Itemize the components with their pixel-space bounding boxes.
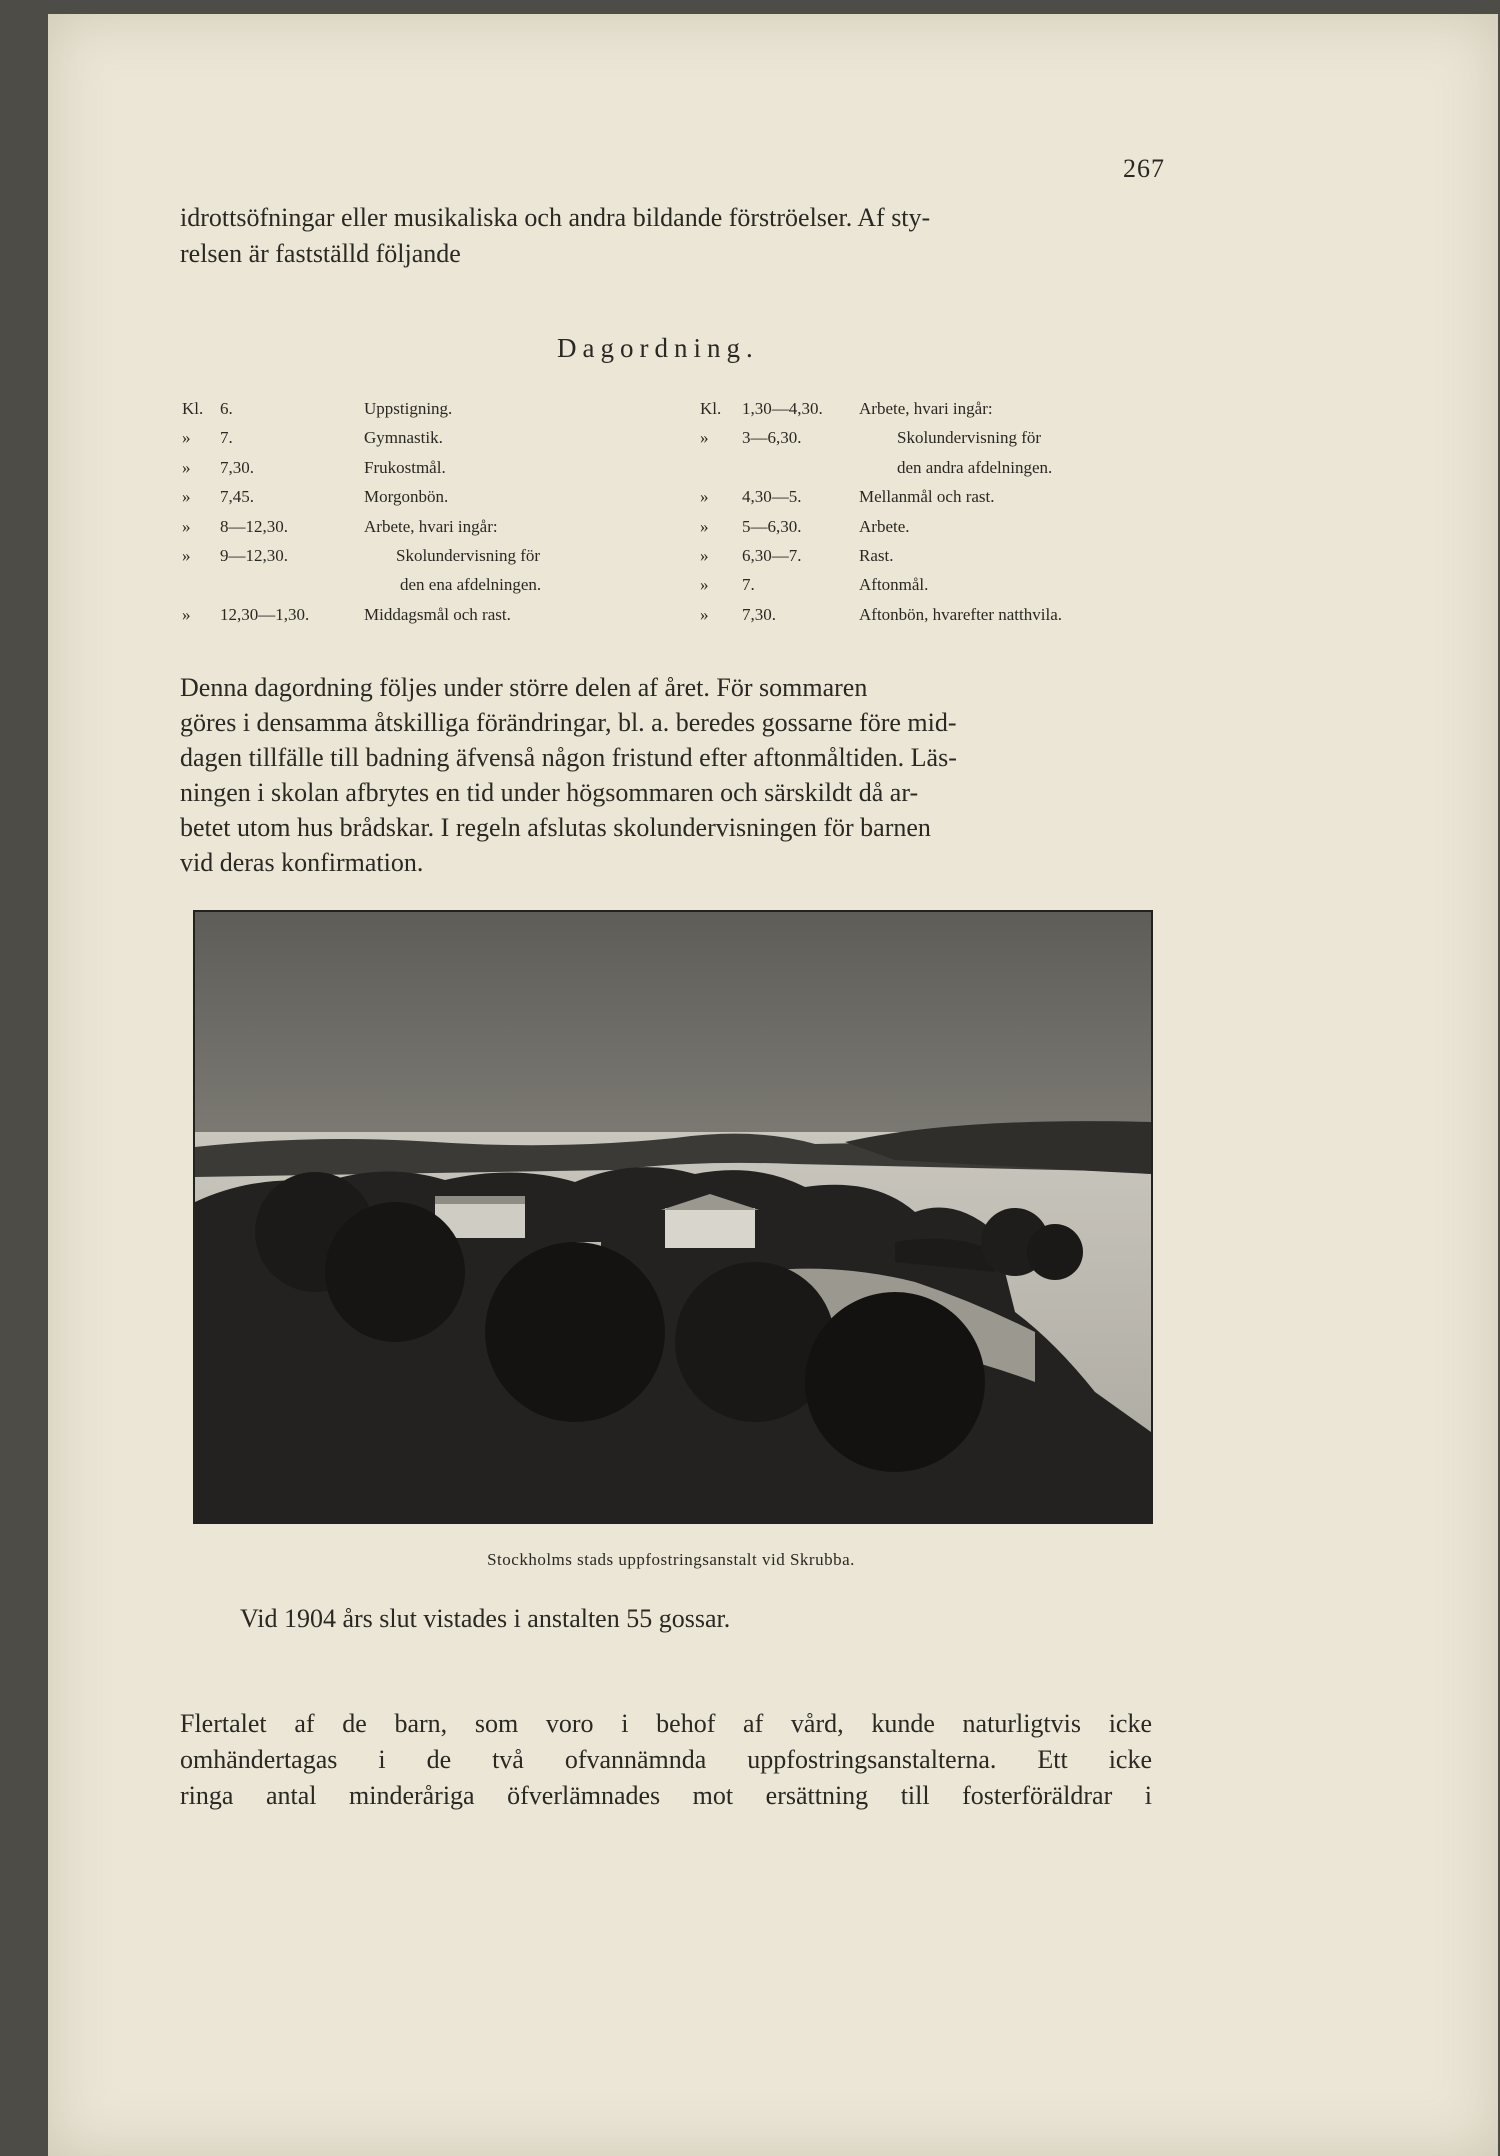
schedule-activity: Aftonmål. [859,575,929,595]
schedule-row [700,541,1160,570]
intro-paragraph [180,200,1152,272]
closing-paragraph [180,1706,1152,1814]
schedule-row [182,482,702,511]
schedule-time: 7,30. [220,457,254,477]
schedule-time: 5—6,30. [742,516,802,536]
schedule-kl [700,453,742,482]
schedule-row [700,394,1160,423]
text-line: vid deras konfirmation. [180,848,424,877]
schedule-row [182,570,702,599]
schedule-activity: Arbete, hvari ingår: [859,399,993,418]
schedule-row [182,541,702,570]
schedule-activity: Skolundervisning för [897,428,1042,448]
schedule-kl: » [700,516,709,536]
text-line: relsen är fastställd följande [180,239,461,268]
schedule-activity: Morgonbön. [364,487,449,507]
schedule-time: 6. [220,399,233,418]
schedule-kl: » [182,604,191,624]
schedule-row [700,600,1160,629]
schedule-left-column [182,394,702,629]
text-line: Flertalet af de barn, som voro i behof af vård, kunde naturligtvis icke [180,1709,1152,1738]
schedule-row [700,570,1160,599]
schedule-time: 12,30—1,30. [220,604,310,624]
text-line: Denna dagordning följes under större delen af året. För sommaren [180,673,868,702]
schedule-row [700,423,1160,452]
schedule-kl: » [182,487,191,507]
schedule-kl: » [700,545,709,565]
schedule-kl: » [182,457,191,477]
schedule-kl: Kl. [182,399,204,418]
schedule-activity: den andra afdelningen. [897,457,1053,477]
schedule-kl [182,570,220,599]
schedule-time: 6,30—7. [742,545,802,565]
schedule-time: 1,30—4,30. [742,399,823,418]
schedule-activity: Rast. [859,545,894,565]
schedule-kl: » [700,575,709,595]
text-line: dagen tillfälle till badning äfvenså någon fristund efter aftonmåltiden. Läs- [180,743,957,772]
text-line: betet utom hus brådskar. I regeln afslutas skolundervisningen för barnen [180,813,931,842]
schedule-activity: Skolundervisning för [396,545,541,565]
schedule-activity: Arbete, hvari ingår: [364,516,498,536]
schedule-activity: Aftonbön, hvarefter natthvila. [859,604,1062,624]
text-line: ningen i skolan afbrytes en tid under högsommaren och särskildt då ar- [180,778,919,807]
text-line: ringa antal minderåriga öfverlämnades mot ersättning till fosterföräldrar i [180,1781,1152,1810]
schedule-kl: » [700,487,709,507]
schedule-row [182,600,702,629]
schedule-kl: Kl. [700,399,722,418]
schedule-title: Dagordning. [557,333,759,363]
schedule-time: 7. [220,428,233,448]
text-line: göres i densamma åtskilliga förändringar, bl. a. beredes gossarne före mid- [180,708,957,737]
schedule-row [700,453,1160,482]
schedule-kl: » [182,516,191,536]
schedule-kl: » [182,428,191,448]
schedule-time: 8—12,30. [220,516,288,536]
schedule-kl: » [182,545,191,565]
schedule-row [700,512,1160,541]
schedule-time: 3—6,30. [742,428,802,448]
schedule-time: 7. [742,575,755,595]
schedule-row [182,512,702,541]
schedule-row [700,482,1160,511]
stat-line: Vid 1904 års slut vistades i anstalten 55 gossar. [240,1604,731,1633]
page-number: 267 [1123,154,1165,183]
schedule-activity: Middagsmål och rast. [364,604,511,624]
schedule-time: 7,45. [220,487,254,507]
lake-landscape-illustration [195,912,1151,1522]
summer-paragraph [180,670,1152,880]
schedule-row [182,453,702,482]
landscape-photo [193,910,1153,1524]
schedule-activity: Mellanmål och rast. [859,487,995,507]
schedule-activity: Gymnastik. [364,428,443,448]
schedule-time [742,453,859,482]
schedule-activity: Uppstigning. [364,399,453,418]
schedule-time: 9—12,30. [220,545,288,565]
schedule-activity: Arbete. [859,516,910,536]
text-line: omhändertagas i de två ofvannämnda uppfostringsanstalterna. Ett icke [180,1745,1152,1774]
schedule-kl: » [700,428,709,448]
schedule-time: 7,30. [742,604,776,624]
schedule-time: 4,30—5. [742,487,802,507]
photo-caption: Stockholms stads uppfostringsanstalt vid Skrubba. [487,1550,855,1569]
schedule-activity: Frukostmål. [364,457,446,477]
schedule-time [220,570,364,599]
schedule-activity: den ena afdelningen. [400,575,542,595]
schedule-row [182,394,702,423]
schedule-right-column [700,394,1160,629]
schedule-kl: » [700,604,709,624]
schedule-row [182,423,702,452]
text-line: idrottsöfningar eller musikaliska och andra bildande förströelser. Af sty- [180,203,931,232]
